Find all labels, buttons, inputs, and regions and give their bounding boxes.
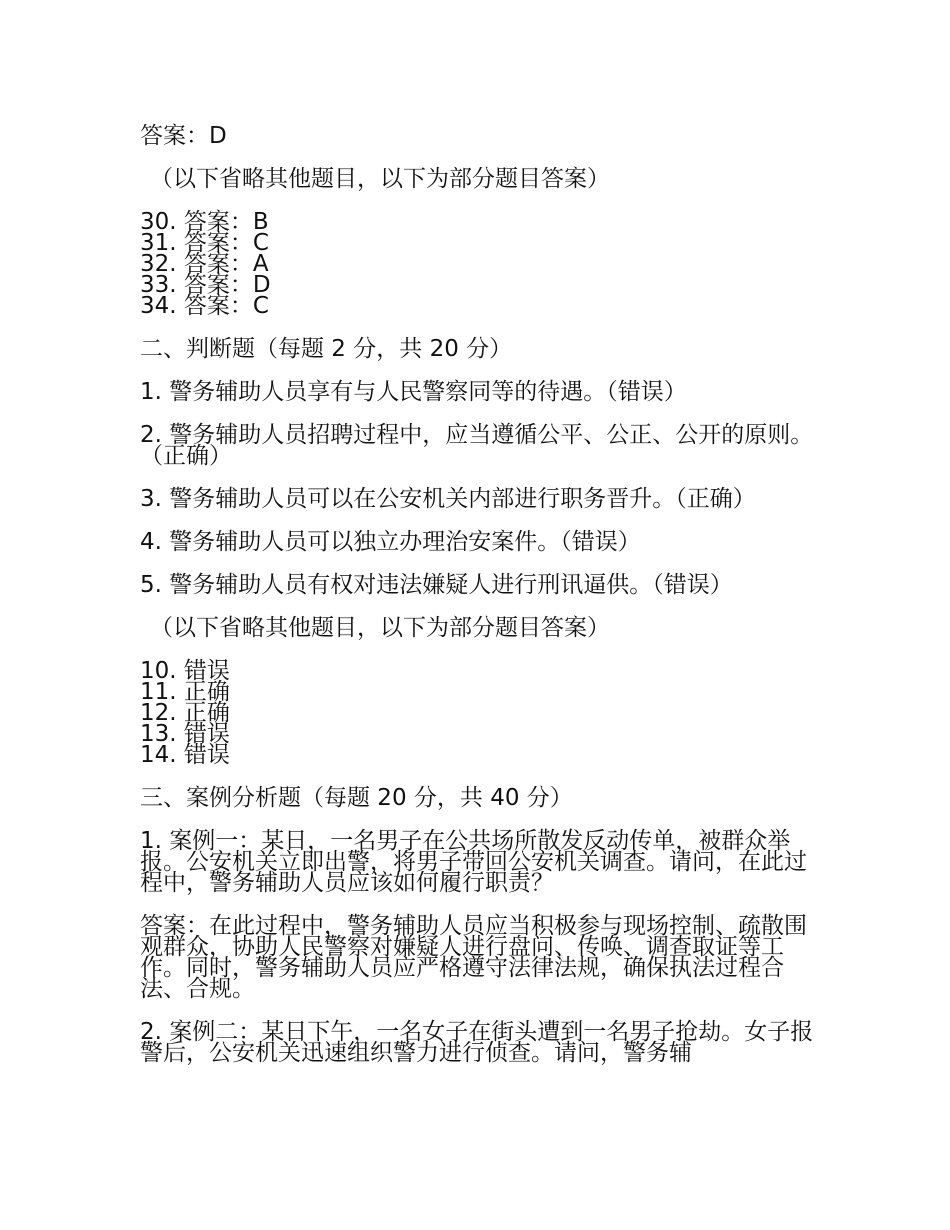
answer-item: 34. 答案：C <box>140 293 269 319</box>
true-false-question: 4. 警务辅助人员可以独立办理治安案件。（错误） <box>140 529 641 555</box>
true-false-answers <box>140 658 820 768</box>
section-title: 二、判断题（每题 2 分，共 20 分） <box>140 336 513 362</box>
multiple-choice-answers <box>140 209 820 319</box>
answer-item: 13. 错误 <box>140 721 230 747</box>
answer-item: 12. 正确 <box>140 700 230 726</box>
answer-item: 14. 错误 <box>140 742 230 768</box>
true-false-question: 1. 警务辅助人员享有与人民警察同等的待遇。（错误） <box>140 379 687 405</box>
true-false-question: 3. 警务辅助人员可以在公安机关内部进行职务晋升。（正确） <box>140 486 756 512</box>
answer-line: 答案：D <box>140 123 227 149</box>
true-false-question: 5. 警务辅助人员有权对违法嫌疑人进行刑讯逼供。（错误） <box>140 572 733 598</box>
case-question: 1. 案例一：某日，一名男子在公共场所散发反动传单，被群众举报。公安机关立即出警，将男子带回公安机关调查。请问，在此过程中，警务辅助人员应该如何履行职责？ <box>140 828 807 896</box>
answer-item: 33. 答案：D <box>140 272 271 298</box>
answer-item: 31. 答案：C <box>140 230 269 256</box>
document-page <box>140 123 820 1086</box>
case-question: 2. 案例二：某日下午，一名女子在街头遭到一名男子抢劫。女子报警后，公安机关迅速组织警力进行侦查。请问，警务辅 <box>140 1019 814 1066</box>
answer-item: 11. 正确 <box>140 679 230 705</box>
omission-note: （以下省略其他题目，以下为部分题目答案） <box>150 615 610 641</box>
omission-note: （以下省略其他题目，以下为部分题目答案） <box>150 166 610 192</box>
case-answer: 答案：在此过程中，警务辅助人员应当积极参与现场控制、疏散围观群众，协助人民警察对嫌疑人进行盘问、传唤、调查取证等工作。同时，警务辅助人员应严格遵守法律法规，确保执法过程合法、合规。 <box>140 913 807 1002</box>
true-false-question: 2. 警务辅助人员招聘过程中，应当遵循公平、公正、公开的原则。（正确） <box>140 422 814 469</box>
answer-item: 30. 答案：B <box>140 209 269 235</box>
answer-item: 32. 答案：A <box>140 251 269 277</box>
section-title: 三、案例分析题（每题 20 分，共 40 分） <box>140 785 573 811</box>
answer-item: 10. 错误 <box>140 658 230 684</box>
